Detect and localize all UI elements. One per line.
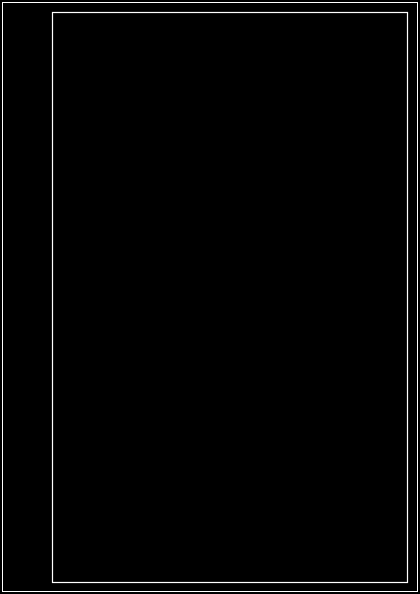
inner-border: [53, 13, 408, 583]
outer-border: [3, 3, 418, 592]
